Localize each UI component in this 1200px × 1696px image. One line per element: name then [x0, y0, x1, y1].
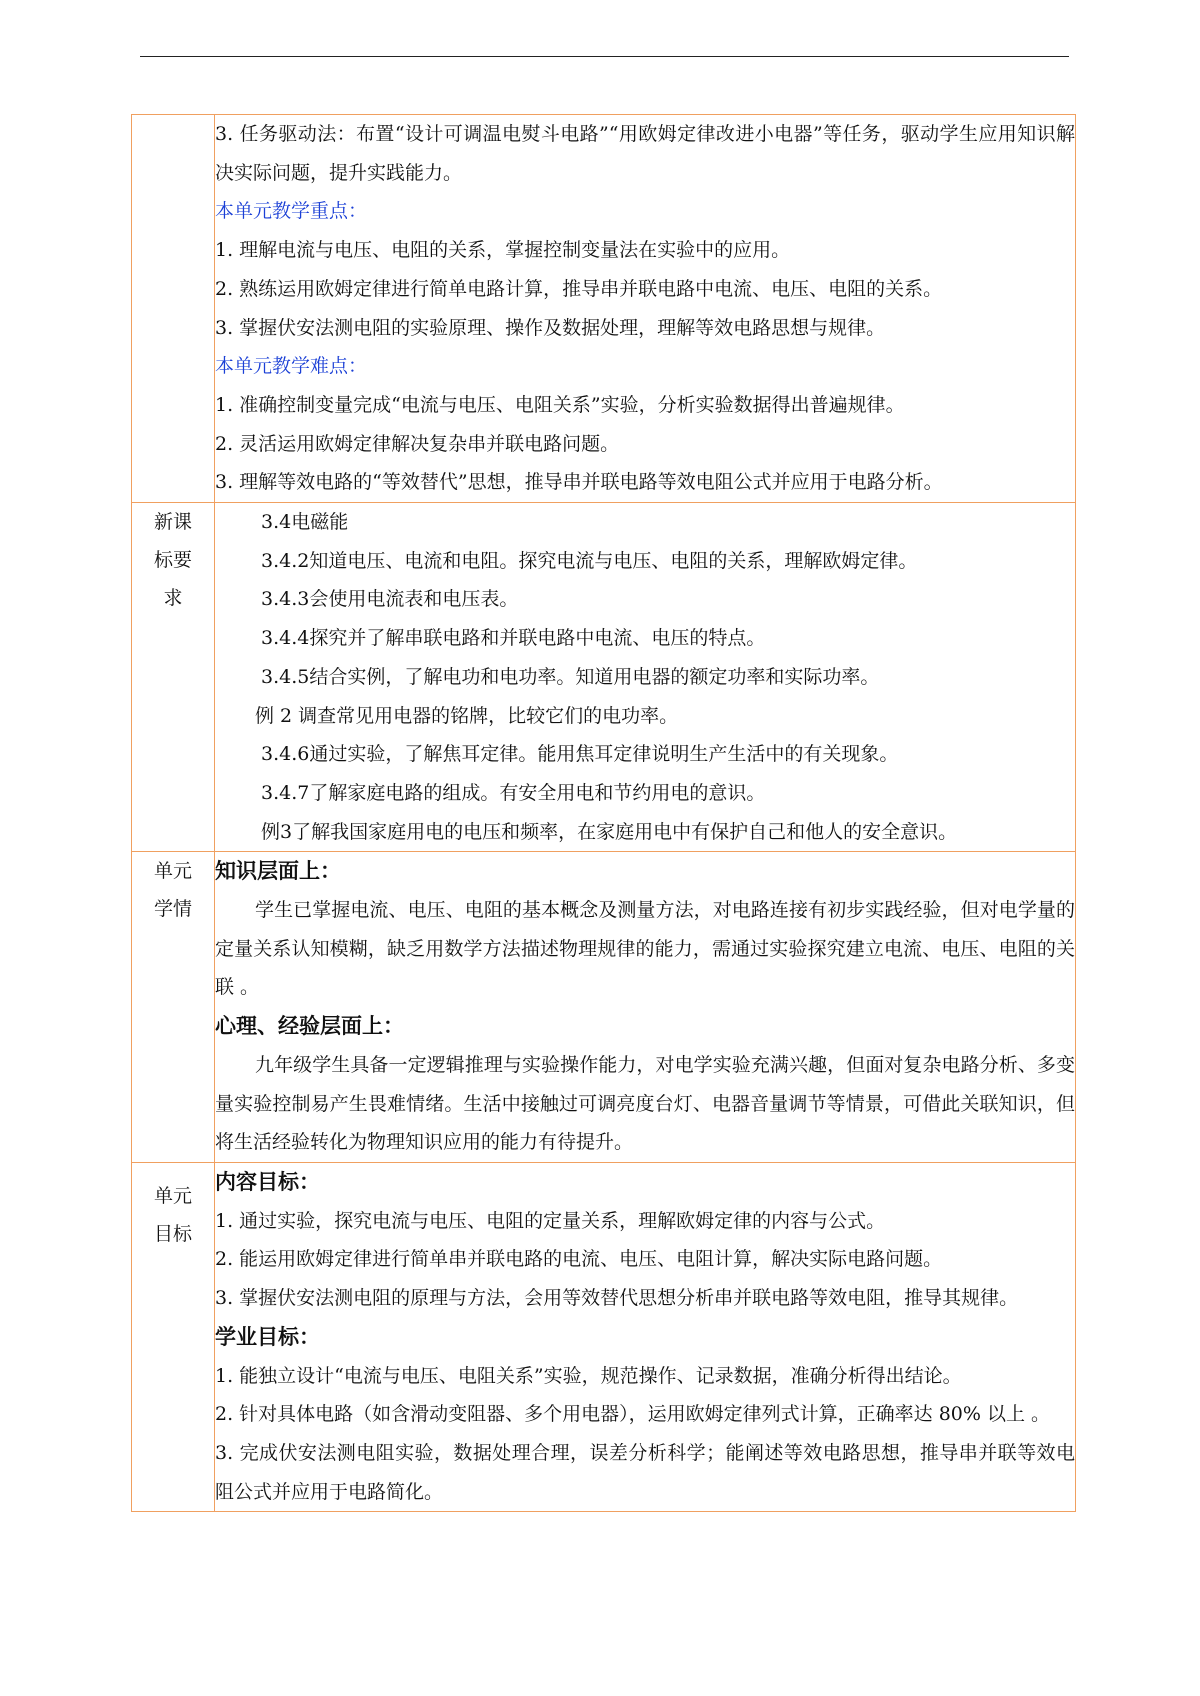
curriculum-example: 例3了解我国家庭用电的电压和频率，在家庭用电中有保护自己和他人的安全意识。 — [261, 820, 958, 843]
method-task-driven: 3. 任务驱动法：布置“设计可调温电熨斗电路”“用欧姆定律改进小电器”等任务，驱动学生应用知识解决实际问题，提升实践能力。 — [215, 123, 1075, 184]
difficulty-3: 3. 理解等效电路的“等效替代”思想，推导串并联电路等效电阻公式并应用于电路分析。 — [215, 471, 943, 494]
goals-label-text: 单元目标 — [153, 1184, 192, 1245]
curriculum-line: 3.4电磁能 — [261, 511, 349, 534]
curriculum-example: 例 2 调查常见用电器的铭牌，比较它们的电功率。 — [255, 704, 679, 727]
curriculum-line: 3.4.7了解家庭电路的组成。有安全用电和节约用电的意识。 — [261, 781, 766, 804]
content-goal-3: 3. 掌握伏安法测电阻的原理与方法，会用等效替代思想分析串并联电路等效电阻，推导其规律。 — [215, 1287, 1019, 1310]
table-row — [132, 503, 1076, 852]
learner-analysis-cell — [215, 852, 1076, 1163]
curriculum-cell — [215, 503, 1076, 852]
curriculum-line: 3.4.2知道电压、电流和电阻。探究电流与电压、电阻的关系，理解欧姆定律。 — [261, 549, 918, 572]
content-goals-heading: 内容目标： — [215, 1168, 320, 1194]
academic-goal-1: 1. 能独立设计“电流与电压、电阻关系”实验，规范操作、记录数据，准确分析得出结论。 — [215, 1364, 962, 1387]
content-goal-1: 1. 通过实验，探究电流与电压、电阻的定量关系，理解欧姆定律的内容与公式。 — [215, 1209, 886, 1232]
teaching-methods-cell — [215, 115, 1076, 503]
academic-goals-heading: 学业目标： — [215, 1323, 320, 1349]
row-label-learner — [132, 852, 215, 1163]
key-point-2: 2. 熟练运用欧姆定律进行简单电路计算，推导串并联电路中电流、电压、电阻的关系。 — [215, 277, 943, 300]
difficulties-heading: 本单元教学难点： — [215, 355, 368, 378]
key-points-heading: 本单元教学重点： — [215, 200, 368, 223]
academic-goal-3: 3. 完成伏安法测电阻实验，数据处理合理，误差分析科学；能阐述等效电路思想，推导串并联等效电阻公式并应用于电路简化。 — [215, 1441, 1075, 1503]
difficulty-1: 1. 准确控制变量完成“电流与电压、电阻关系”实验，分析实验数据得出普遍规律。 — [215, 393, 905, 416]
row-label-goals — [132, 1162, 215, 1511]
difficulty-2: 2. 灵活运用欧姆定律解决复杂串并联电路问题。 — [215, 432, 620, 455]
key-point-1: 1. 理解电流与电压、电阻的关系，掌握控制变量法在实验中的应用。 — [215, 239, 791, 262]
knowledge-paragraph: 学生已掌握电流、电压、电阻的基本概念及测量方法，对电路连接有初步实践经验，但对电学量的定量关系认知模糊，缺乏用数学方法描述物理规律的能力，需通过实验探究建立电流、电压、电阻的关联 。 — [215, 899, 1075, 999]
table-row — [132, 852, 1076, 1163]
knowledge-heading: 知识层面上： — [215, 858, 341, 884]
unit-goals-cell — [215, 1162, 1076, 1511]
table-row — [132, 115, 1076, 503]
key-point-3: 3. 掌握伏安法测电阻的实验原理、操作及数据处理，理解等效电路思想与规律。 — [215, 316, 886, 339]
table-row — [132, 1162, 1076, 1511]
curriculum-line: 3.4.4探究并了解串联电路和并联电路中电流、电压的特点。 — [261, 627, 766, 650]
curriculum-label-text: 新课标要求 — [153, 511, 192, 610]
psychology-paragraph: 九年级学生具备一定逻辑推理与实验操作能力，对电学实验充满兴趣，但面对复杂电路分析、多变量实验控制易产生畏难情绪。生活中接触过可调亮度台灯、电器音量调节等情景，可借此关联知识，但将生活经验转化为物理知识应用的能力有待提升。 — [215, 1053, 1075, 1154]
learner-label-text: 单元学情 — [153, 860, 192, 921]
academic-goal-2: 2. 针对具体电路（如含滑动变阻器、多个用电器），运用欧姆定律列式计算，正确率达 80% 以上 。 — [215, 1403, 1051, 1426]
row-label-curriculum — [132, 503, 215, 852]
curriculum-line: 3.4.5结合实例，了解电功和电功率。知道用电器的额定功率和实际功率。 — [261, 665, 880, 688]
header-rule — [140, 56, 1069, 57]
row-label-empty — [132, 115, 215, 503]
curriculum-line: 3.4.6通过实验，了解焦耳定律。能用焦耳定律说明生产生活中的有关现象。 — [261, 743, 899, 766]
psychology-heading: 心理、经验层面上： — [215, 1013, 404, 1039]
curriculum-line: 3.4.3会使用电流表和电压表。 — [261, 588, 519, 611]
unit-plan-table — [131, 114, 1076, 1512]
content-goal-2: 2. 能运用欧姆定律进行简单串并联电路的电流、电压、电阻计算，解决实际电路问题。 — [215, 1248, 943, 1271]
